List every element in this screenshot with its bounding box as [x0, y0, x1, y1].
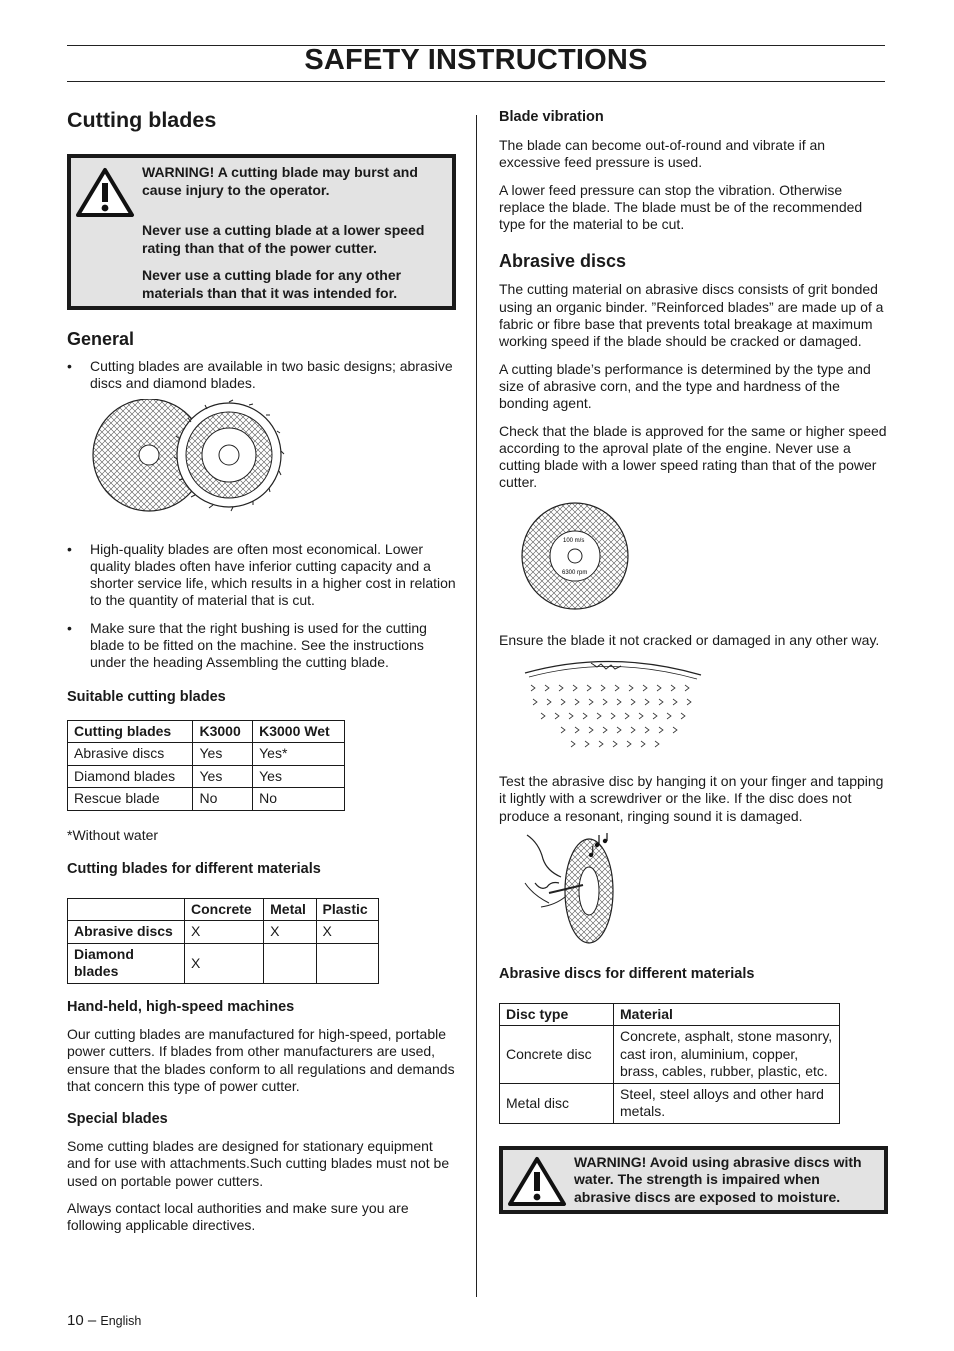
general-list	[67, 358, 457, 393]
table-row	[68, 765, 345, 788]
cracked-disc-illustration	[521, 657, 711, 761]
blade-types-illustration	[87, 399, 287, 519]
abrasive-text-1: The cutting material on abrasive discs consists of grit bonded using an organic binder. ”Reinforced blades” are made up of a fabric or fibre base that prevents total breakage at maximum working speed if the blade should be cracked or damaged.	[499, 281, 884, 350]
disc-speed-label: 100 m/s	[563, 537, 585, 544]
table-header-row	[500, 1003, 840, 1026]
table-header-cell: Cutting blades	[68, 720, 193, 743]
discs-materials-table	[499, 1003, 840, 1124]
page-footer	[67, 1312, 141, 1329]
table-header-row	[68, 898, 379, 921]
warning-text-2: Never use a cutting blade at a lower speed rating than that of the power cutter.	[142, 222, 425, 256]
subheading-blades-materials: Cutting blades for different materials	[67, 860, 321, 877]
ring-test-text: Test the abrasive disc by hanging it on your finger and tapping it lightly with a screwdriver or the like. If the disc does not produce a resonant, ringing sound it is damaged.	[499, 773, 884, 824]
table-cell	[264, 943, 316, 983]
table-row	[500, 1026, 840, 1084]
table-header-cell: Material	[614, 1003, 840, 1026]
table-cell: Yes	[253, 765, 345, 788]
table-cell: Yes*	[253, 743, 345, 766]
special-blades-text-2: Always contact local authorities and make sure you are following applicable directives.	[67, 1200, 409, 1234]
table-row	[68, 788, 345, 811]
blades-materials-table	[67, 898, 379, 984]
table-cell: Diamond blades	[68, 765, 193, 788]
table-header-row	[68, 720, 345, 743]
moisture-warning-text: WARNING! Avoid using abrasive discs with water. The strength is impaired when abrasive discs are exposed to moisture.	[574, 1153, 862, 1205]
crack-check-text: Ensure the blade it not cracked or damaged in any other way.	[499, 631, 880, 648]
disc-rpm-label: 6300 rpm	[562, 569, 588, 576]
speed-rated-disc-illustration	[521, 500, 641, 618]
subheading-blade-vibration: Blade vibration	[499, 109, 604, 125]
vibration-text-2: A lower feed pressure can stop the vibration. Otherwise replace the blade. The blade must be of the recommended type for the material to be cut.	[499, 181, 863, 233]
table-cell: Concrete, asphalt, stone masonry, cast iron, aluminium, copper, brass, cables, rubber, plastic, etc.	[614, 1026, 840, 1084]
warning-triangle-icon	[75, 166, 135, 218]
table-row	[68, 921, 379, 944]
table-cell: Metal disc	[500, 1083, 614, 1123]
special-blades-text-1: Some cutting blades are designed for stationary equipment and for use with attachments.Such cutting blades must not be used on portable power cutters.	[67, 1138, 450, 1189]
table-header-cell: K3000 Wet	[253, 720, 345, 743]
hand-held-text: Our cutting blades are manufactured for high-speed, portable power cutters. If blades from other manufacturers are used, ensure that the blades conform to all regulations and demands that concern this type of power cutter.	[67, 1025, 455, 1094]
table-cell: Rescue blade	[68, 788, 193, 811]
section-heading-general: General	[67, 329, 135, 349]
section-heading-cutting-blades: Cutting blades	[67, 108, 217, 132]
warning-text-1: WARNING! A cutting blade may burst and cause injury to the operator.	[142, 164, 418, 198]
vibration-text-1: The blade can become out-of-round and vibrate if an excessive feed pressure is used.	[499, 137, 826, 171]
table-cell: Concrete disc	[500, 1026, 614, 1084]
table-cell: X	[264, 921, 316, 944]
subheading-special-blades: Special blades	[67, 1111, 168, 1128]
table-footnote: *Without water	[67, 826, 159, 843]
table-header-cell: Concrete	[185, 898, 264, 921]
table-cell	[316, 943, 378, 983]
left-column	[67, 106, 457, 1235]
table-cell: X	[316, 921, 378, 944]
table-header-cell	[68, 898, 185, 921]
section-heading-abrasive-discs: Abrasive discs	[499, 251, 627, 272]
subheading-hand-held: Hand-held, high-speed machines	[67, 998, 295, 1015]
list-item: • Make sure that the right bushing is used for the cutting blade to be fitted on the machine. See the instructions under the heading Assembling the cutting blade.	[67, 620, 457, 672]
page-number: 10 –	[67, 1312, 97, 1329]
table-cell: Yes	[193, 765, 253, 788]
list-item: • High-quality blades are often most economical. Lower quality blades often have inferior cutting capacity and a shorter service life, which results in a higher cost in relation to the quantity of material that is cut.	[67, 541, 457, 610]
table-row	[68, 943, 379, 983]
moisture-warning-box	[499, 1146, 888, 1214]
table-header-cell: Disc type	[500, 1003, 614, 1026]
abrasive-text-2: A cutting blade’s performance is determined by the type and size of abrasive corn, and the type and hardness of the bonding agent.	[499, 360, 871, 412]
list-item: • Cutting blades are available in two basic designs; abrasive discs and diamond blades.	[67, 358, 457, 393]
warning-box	[67, 154, 456, 310]
warning-text-3: Never use a cutting blade for any other materials than that it was intended for.	[142, 267, 402, 301]
page-title: SAFETY INSTRUCTIONS	[304, 44, 648, 76]
suitable-blades-table	[67, 720, 345, 811]
right-column	[499, 106, 887, 1214]
subheading-suitable-blades: Suitable cutting blades	[67, 688, 226, 705]
table-row-header: Diamond blades	[68, 943, 185, 983]
warning-triangle-icon	[507, 1155, 567, 1207]
table-cell: Abrasive discs	[68, 743, 193, 766]
table-cell: Yes	[193, 743, 253, 766]
subheading-discs-materials: Abrasive discs for different materials	[499, 965, 755, 982]
table-cell: X	[185, 921, 264, 944]
table-header-cell: Plastic	[316, 898, 378, 921]
abrasive-text-3: Check that the blade is approved for the same or higher speed according to the aproval plate of the engine. Never use a cutting blade with a lower speed rating than that of the power cutter.	[499, 422, 887, 491]
table-cell: No	[193, 788, 253, 811]
table-header-cell: Metal	[264, 898, 316, 921]
table-cell: Steel, steel alloys and other hard metals.	[614, 1083, 840, 1123]
footer-language: English	[100, 1314, 142, 1328]
header-bottom-rule	[67, 81, 885, 82]
table-cell: No	[253, 788, 345, 811]
general-list-continued	[67, 541, 457, 672]
table-cell: X	[185, 943, 264, 983]
table-row	[68, 743, 345, 766]
table-header-cell: K3000	[193, 720, 253, 743]
ring-test-illustration	[521, 833, 651, 949]
table-row-header: Abrasive discs	[68, 921, 185, 944]
table-row	[500, 1083, 840, 1123]
column-divider	[476, 115, 477, 1297]
